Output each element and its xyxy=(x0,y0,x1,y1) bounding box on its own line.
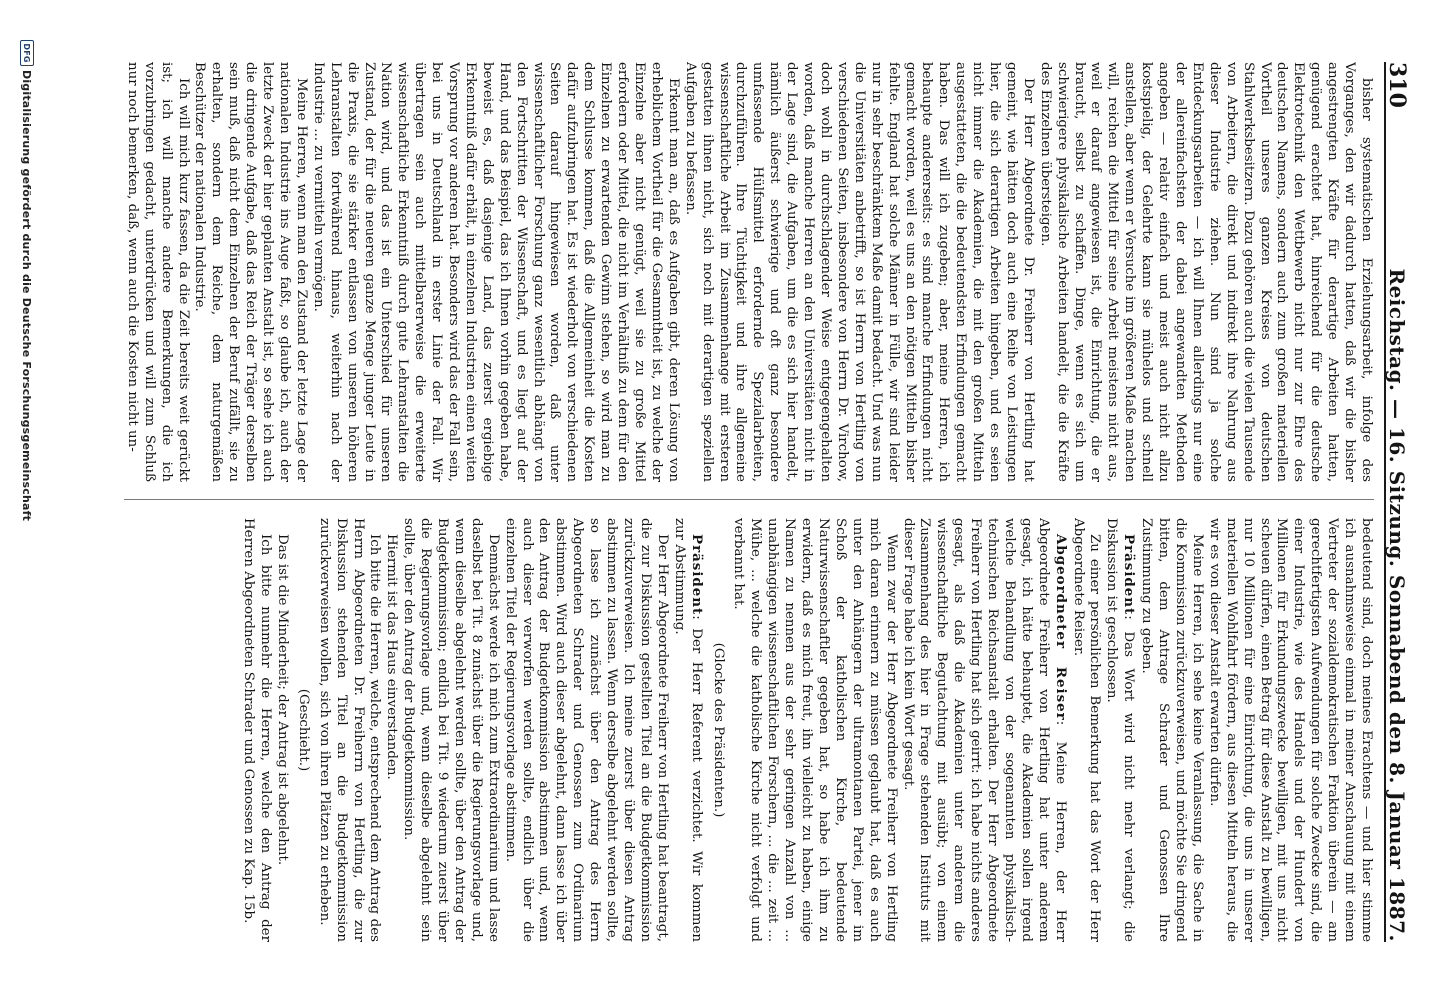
right-text-column xyxy=(94,518,1374,942)
paragraph-text: Wenn zwar der Herr Abgeordnete Freiherr von Hertling mich daran erinnern zu müssen geglaubt hat, daß es auch unter den Anhängern der ultramontanen Partei, jener im Schoß der katholischen Kirche, bedeutende Naturwissenschaftler gegeben hat, so habe ich ihm zu erwidern, daß es mich freut, ihn vielleicht zu haben, einige Namen zu nennen aus der sehr geringen Anzahl von ... unabhängigen wissenschaftlichen Forschern, ... die ... zeit ... Mühe, ... welche die katholische Kirche nicht verfolgt und verbannt hat. xyxy=(731,518,899,942)
paragraph-text: Der Herr Abgeordnete Dr. Freiherr von Hertling hat gemeint, wie hätten doch auch eine Reihe von Leistungen hier, die sich derartigen Arbeiten hingeben, und es seien nicht immer die Akademien, die mit den großen Mitteln ausgestatteten, die die bedeutendsten Erfindungen gemacht haben. Das will ich zugeben; aber, meine Herren, ich behaupte andererseits: es sind manche Erfindungen nicht gemacht worden, weil es uns an den nötigen Mitteln bisher fehlte. England hat solche Männer in Fülle, wir sind leider nur in sehr beschränktem Maße damit bedacht. Und was nun die Universitäten anbetrifft, so ist Herrn von Hertling von verschiedenen Seiten, insbesondere von Herrn Dr. Virchow, doch wohl in durchschlagender Weise entgegengehalten worden, daß manche Herren an den Universitäten nicht in der Lage sind, die Aufgaben, um die es sich hier handelt, nämlich äußerst schwierige und oft ganz besondere umfassende Hülfsmittel erfordernde Spezialarbeiten, durchzuführen. Ihre Tüchtigkeit und ihre allgemeine wissenschaftliche Arbeit im Zusammenhange mit ersteren gestatten ihnen nicht, sich noch mit derartigen speziellen Aufgaben zu befassen. xyxy=(682,62,1036,482)
paragraph-text: Ich bitte die Herren, welche, entsprechend dem Antrag des Herrn Abgeordneten Dr. Freiherrn von Hertling, die zur Diskussion stehenden Titel an die Budgetkommission zurückverweisen wollen, sich von ihren Plätzen zu erheben. xyxy=(316,518,383,942)
paragraph-text: Meine Herren, ich sehe keine Veranlassung, die Sache in die Kommission zurückzuverweisen, und möchte Sie dringend bitten, dem Antrage Schrader und Genossen Ihre Zustimmung zu geben. xyxy=(1139,518,1205,942)
paragraph xyxy=(191,62,309,482)
speaker-name: Abgeordneter Reiser xyxy=(1052,534,1069,721)
paragraph-text: Meine Herren, wenn man den Zustand der letzte Lage der nationalen Industrie ins Auge faßt, so glaube ich, auch der letzte Zweck der hier geplanten Anstalt ist, so sehe ich auch die dringende Aufgabe, daß das Reich der Träger derselben sein muß, daß nicht dem Einzelnen der Beruf zufällt, sie zu erhalten, sondern dem Reiche, dem naturgemäßen Beschützer der nationalen Industrie. xyxy=(192,62,309,482)
paragraph-text: Zu einer persönlichen Bemerkung hat das Wort der Herr Abgeordnete Reiser. xyxy=(1070,518,1103,942)
paragraph-text: Meine Herren, der Herr Abgeordnete Freiherr von Hertling hat unter anderem gesagt, ich hätte behauptet, die Akademien sollen irgend welche Behandlung von der sogenannten physikalisch-technischen Reichsanstalt erhalten. Der Herr Abgeordnete Freiherr von Hertling hat sich geirrt: ich habe nichts anderes gesagt, als daß die Akademien unter anderem die wissenschaftliche Begutachtung mit ausübt; von einem Zusammenhang des hier in Frage stehenden Instituts mit dieser Frage habe ich kein Wort gesagt. xyxy=(900,518,1068,942)
paragraph-text: bisher systematischen Erziehungsarbeit, infolge des Vorganges, den wir dadurch hatten, daß wir die bisher angestrengten Kräfte für derartige Arbeiten hatten, genügend erachtet hat, hinreichend für die deutsche Elektrotechnik den Wettbewerb nicht nur zur Ehre des deutschen Namens, sondern auch zum großen materiellen Vortheil unseres ganzen Kreises von deutschen Stahlwerksbesitzern. Dazu gehören auch die vielen Tausende von Arbeitern, die direkt und indirekt ihre Nahrung aus dieser Industrie ziehen. Nun sind ja solche Entdeckungsarbeiten — ich will Ihnen allerdings nur eine der allereinfachsten der dabei angewandten Methoden angeben — relativ einfach und meist auch nicht allzu kostspielig, der Gelehrte kann sie mühelos und schnell anstellen, aber wenn er Versuche im größeren Maße machen will, reichen die Mittel für seine Arbeit meistens nicht aus, weil er darauf angewiesen ist, die Einrichtung, die er braucht, selbst zu schaffen. Dinge, wenn es sich um schwierigere physikalische Arbeiten handelt, die die Kräfte des Einzelnen übersteigen. xyxy=(1037,62,1374,482)
paragraph xyxy=(315,518,383,942)
paragraph xyxy=(399,518,500,942)
dfg-logo-icon: DFG xyxy=(20,40,34,66)
speaker-name: Präsident xyxy=(688,534,705,616)
stage-direction: (Glocke des Präsidenten.) xyxy=(710,642,726,818)
paragraph xyxy=(273,518,290,942)
paragraph-text: Ich will mich kurz fassen, da die Zeit bereits weit gerückt ist; ich will manche andere Bemerkungen, die ich vorzubringen gedacht, unterdrücken und will zum Schluß nur noch bemerken, daß, wenn auch die Kosten nicht un- xyxy=(124,62,191,482)
paragraph-text: Ich bitte nunmehr die Herren, welche den Antrag der Herren Abgeordneten Schrader und Genossen zu Kap. 15b. xyxy=(241,518,273,942)
paragraph: Präsident: Der Herr Referent verzichtet. Wir kommen zur Abstimmung. xyxy=(671,518,705,942)
paragraph-text: Demnächst werde ich mich zum Extraordinarium und lasse daselbst bei Tit. 8 zunächst über die Regierungsvorlage und, wenn dieselbe abgelehnt werden sollte, über den Antrag der Budgetkommission; endlich bei Tit. 9 wiederum zuerst über die Regierungsvorlage und, wenn dieselbe abgelehnt sein sollte, über den Antrag der Budgetkommission. xyxy=(401,518,501,942)
paragraph-text: Der Herr Referent verzichtet. Wir kommen zur Abstimmung. xyxy=(671,518,704,942)
paragraph-text: Das Wort wird nicht mehr verlangt; die Diskussion ist geschlossen. xyxy=(1104,518,1137,942)
running-title: Reichstag. — 16. Sitzung. Sonnabend den 8. Januar 1887. xyxy=(1385,268,1409,942)
paragraph xyxy=(1069,518,1103,942)
digitization-credit xyxy=(20,40,34,521)
paragraph xyxy=(681,62,1036,482)
paragraph xyxy=(501,518,670,942)
stage-direction: (Geschieht.) xyxy=(295,688,311,772)
paragraph xyxy=(239,518,273,942)
paragraph: Präsident: Das Wort wird nicht mehr verlangt; die Diskussion ist geschlossen. xyxy=(1104,518,1138,942)
paragraph-text: Das ist die Minderheit; der Antrag ist abgelehnt. xyxy=(274,534,290,866)
speaker-name: Präsident xyxy=(1121,534,1138,616)
paragraph: Abgeordneter Reiser: Meine Herren, der Herr Abgeordnete Freiherr von Hertling hat unter anderem gesagt, ich hätte behauptet, die Akademien sollen irgend welche Behandlung von der sogenannten physikalisch-technischen Reichsanstalt erhalten. Der Herr Abgeordnete Freiherr von Hertling hat sich geirrt: ich habe nichts anderes gesagt, als daß die Akademien unter anderem die wissenschaftliche Begutachtung mit ausübt; von einem Zusammenhang des hier in Frage stehenden Instituts mit dieser Frage habe ich kein Wort gesagt. xyxy=(900,518,1069,942)
paragraph-text: bedeutend sind, doch meines Erachtens — und hier stimme ich ausnahmsweise einmal in meiner Anschauung mit einem Vertreter der sozialdemokratischen Fraktion überein — am gerechtfertigsten Aufwendungen für solche Zwecke sind, die einer Industrie, wie des Handels und der Hundert von Millionen für Erkundungszwecke bewilligen, mit uns nicht scheuen dürfen, einen Betrag für diese Anstalt zu bewilligen, nur 10 Millionen für eine Einrichtung, die uns in unserer materiellen Wohlfahrt fördern, aus diesen Mitteln heraus, die wir es von dieser Anstalt erwarten dürfen. xyxy=(1206,518,1374,942)
paragraph-text: Hiermit ist das Haus einverstanden. xyxy=(384,534,400,780)
paragraph xyxy=(1036,62,1374,482)
page-number: 310 xyxy=(1384,62,1410,108)
paragraph xyxy=(1205,518,1374,942)
paragraph xyxy=(309,62,681,482)
paragraph-text: Der Herr Abgeordnete Freiherr von Hertling hat beantragt, die zur Diskussion gestellten Titel an die Budgetkommission zurückzuverweisen. Ich meine zuerst über diesen Antrag abstimmen zu lassen. Wenn derselbe abgelehnt werden sollte, so lasse ich zunächst über den Antrag des Herrn Abgeordneten Schrader und Genossen zum Ordinarium abstimmen. Wird auch dieser abgelehnt, dann lasse ich über den Antrag der Budgetkommission abstimmen und, wenn auch dieser verworfen werden sollte, endlich über die einzelnen Titel der Regierungsvorlage abstimmen. xyxy=(502,518,670,942)
paragraph-text: Erkennt man an, daß es Aufgaben gibt, deren Lösung von erheblichem Vortheil für die Gesammtheit ist, zu welche der Einzelne aber nicht genügt, weil sie zu große Mittel erfordern oder Mittel, die nicht im Verhältniß zu dem für den Einzelnen zu erwartenden Gewinn stehen, so wird man zu dem Schlusse kommen, daß die Allgemeinheit die Kosten dafür aufzubringen hat. Es ist wiederholt von verschiedenen Seiten darauf hingewiesen worden, daß unter wissenschaftlicher Forschung ganz wesentlich abhängt von den Fortschritten der Wissenschaft, und es liegt auf der Hand, und das Beispiel, das ich Ihnen vorhin gegeben habe, beweist es, daß dasjenige Land, das zuerst ergiebige Erkenntniß dafür erhält, in einzelnen Industrien einen weiten Vorsprung vor anderen hat. Besonders wird das der Fall sein, bei uns in Deutschland in erster Linie der Fall. Wir übertragen sein auch mittelbarerweise die erweiterte wissenschaftliche Erkenntniß durch gute Lehranstalten die Nation wird, und das ist ein Unterschied für unseren Zustand, der für die neueren ganze Menge junger Leute in die Praxis, die sie stärker entlassen von unseren höheren Lehranstalten fortwährend hinaus, weiterhin nach der Industrie ... zu vermitteln vermögen. xyxy=(310,62,681,482)
column-divider xyxy=(124,499,1374,500)
left-text-column xyxy=(94,62,1374,482)
paragraph xyxy=(382,518,399,942)
paragraph xyxy=(1137,518,1205,942)
paragraph xyxy=(123,62,191,482)
page-header xyxy=(1384,62,1412,942)
paragraph xyxy=(730,518,899,942)
credit-text: Digitalisierung gefördert durch die Deutsche Forschungsgemeinschaft xyxy=(20,70,34,522)
